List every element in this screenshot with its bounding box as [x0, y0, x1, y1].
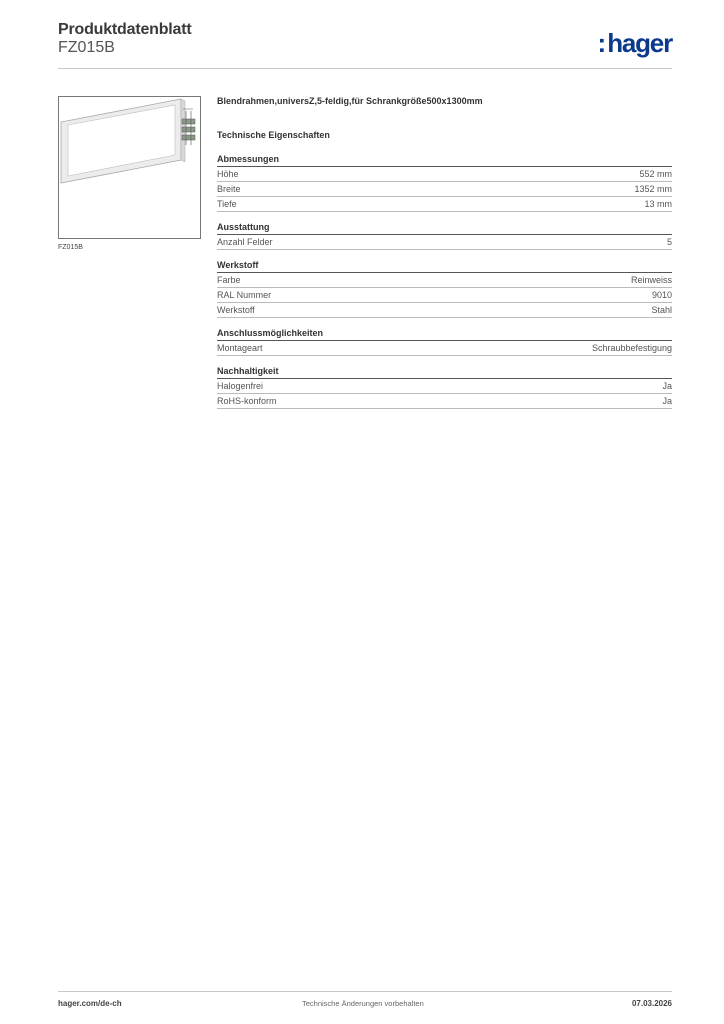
spec-value: Ja — [662, 396, 672, 406]
spec-value: 13 mm — [644, 199, 672, 209]
spec-row — [217, 379, 672, 394]
product-description: Blendrahmen,universZ,5-feldig,für Schrankgröße500x1300mm — [217, 96, 483, 106]
spec-value: Reinweiss — [630, 275, 672, 285]
section-abmessungen — [217, 154, 672, 212]
tech-heading: Technische Eigenschaften — [217, 130, 330, 140]
section-title: Anschlussmöglichkeiten — [217, 328, 672, 341]
spec-value: 1352 mm — [634, 184, 672, 194]
spec-value: Ja — [662, 381, 672, 391]
spec-row — [217, 288, 672, 303]
spec-value: 9010 — [651, 290, 672, 300]
footer-date: 07.03.2026 — [631, 999, 672, 1008]
spec-label: Tiefe — [217, 199, 237, 209]
spec-label: Farbe — [217, 275, 241, 285]
spec-value: 5 — [666, 237, 672, 247]
spec-label: RoHS-konform — [217, 396, 277, 406]
logo-text: hager — [607, 28, 672, 58]
header-divider — [58, 68, 672, 69]
spec-row — [217, 273, 672, 288]
spec-content — [217, 96, 672, 409]
product-code: FZ015B — [58, 39, 115, 56]
spec-label: Breite — [217, 184, 241, 194]
spec-row — [217, 394, 672, 409]
product-image — [58, 96, 201, 239]
section-nachhaltigkeit — [217, 366, 672, 409]
spec-row — [217, 167, 672, 182]
section-title: Abmessungen — [217, 154, 672, 167]
spec-row — [217, 341, 672, 356]
spec-label: Anzahl Felder — [217, 237, 273, 247]
image-caption: FZ015B — [58, 244, 83, 251]
footer-note: Technische Änderungen vorbehalten — [302, 999, 424, 1008]
spec-row — [217, 182, 672, 197]
spec-label: Höhe — [217, 169, 239, 179]
section-anschluss — [217, 328, 672, 356]
section-title: Nachhaltigkeit — [217, 366, 672, 379]
spec-label: Halogenfrei — [217, 381, 264, 391]
spec-label: Montageart — [217, 343, 263, 353]
section-werkstoff — [217, 260, 672, 318]
footer-website-link[interactable]: hager.com/de-ch — [58, 999, 122, 1008]
footer-divider — [58, 991, 672, 992]
spec-value: Stahl — [651, 305, 672, 315]
spec-row — [217, 235, 672, 250]
frame-illustration — [59, 97, 200, 238]
spec-row — [217, 197, 672, 212]
hager-logo: :hager — [597, 28, 672, 58]
spec-row — [217, 303, 672, 318]
spec-value: Schraubbefestigung — [591, 343, 672, 353]
spec-label: RAL Nummer — [217, 290, 272, 300]
page-title: Produktdatenblatt — [58, 21, 192, 38]
spec-label: Werkstoff — [217, 305, 255, 315]
spec-value: 552 mm — [639, 169, 672, 179]
section-title: Werkstoff — [217, 260, 672, 273]
section-title: Ausstattung — [217, 222, 672, 235]
section-ausstattung — [217, 222, 672, 250]
